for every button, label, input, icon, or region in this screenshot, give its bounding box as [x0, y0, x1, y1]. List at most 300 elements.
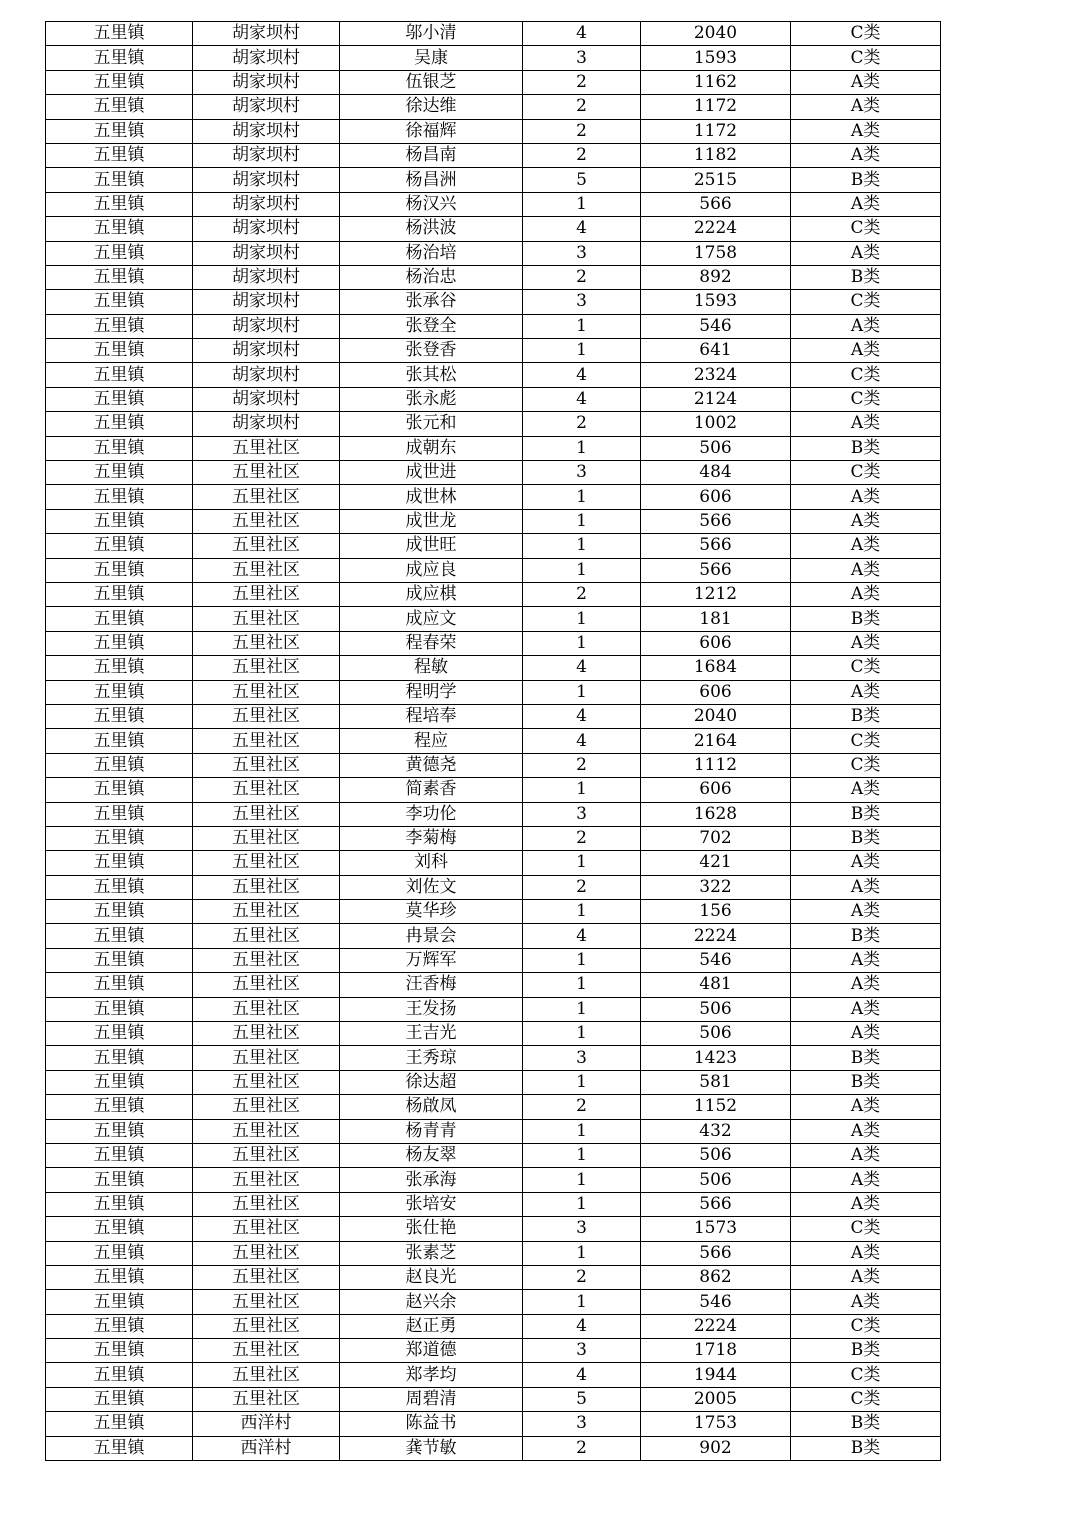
- category-cell: A类: [791, 119, 941, 143]
- town-cell: 五里镇: [46, 217, 193, 241]
- table-row: [46, 314, 941, 338]
- table-row: [46, 1387, 941, 1411]
- village-cell: 五里社区: [193, 704, 340, 728]
- category-cell: B类: [791, 168, 941, 192]
- table-row: [46, 1217, 941, 1241]
- table-row: [46, 168, 941, 192]
- household-size-cell: 1: [523, 339, 641, 363]
- name-cell: 王吉光: [340, 1022, 523, 1046]
- name-cell: 成世旺: [340, 534, 523, 558]
- town-cell: 五里镇: [46, 1290, 193, 1314]
- household-size-cell: 1: [523, 1119, 641, 1143]
- amount-cell: 181: [641, 607, 791, 631]
- town-cell: 五里镇: [46, 631, 193, 655]
- village-cell: 五里社区: [193, 485, 340, 509]
- name-cell: 程应: [340, 729, 523, 753]
- village-cell: 五里社区: [193, 1119, 340, 1143]
- category-cell: A类: [791, 851, 941, 875]
- town-cell: 五里镇: [46, 1436, 193, 1460]
- name-cell: 杨昌南: [340, 143, 523, 167]
- village-cell: 五里社区: [193, 1387, 340, 1411]
- name-cell: 李功伦: [340, 802, 523, 826]
- town-cell: 五里镇: [46, 1022, 193, 1046]
- household-size-cell: 4: [523, 1363, 641, 1387]
- town-cell: 五里镇: [46, 22, 193, 46]
- category-cell: C类: [791, 217, 941, 241]
- name-cell: 简素香: [340, 778, 523, 802]
- category-cell: A类: [791, 1119, 941, 1143]
- category-cell: B类: [791, 924, 941, 948]
- name-cell: 黄德尧: [340, 753, 523, 777]
- amount-cell: 1112: [641, 753, 791, 777]
- village-cell: 胡家坝村: [193, 290, 340, 314]
- village-cell: 胡家坝村: [193, 363, 340, 387]
- household-size-cell: 1: [523, 778, 641, 802]
- household-size-cell: 2: [523, 95, 641, 119]
- household-size-cell: 1: [523, 1290, 641, 1314]
- household-size-cell: 3: [523, 461, 641, 485]
- village-cell: 五里社区: [193, 461, 340, 485]
- name-cell: 郑道德: [340, 1339, 523, 1363]
- category-cell: A类: [791, 192, 941, 216]
- household-size-cell: 3: [523, 241, 641, 265]
- data-table: [45, 21, 941, 1461]
- village-cell: 胡家坝村: [193, 192, 340, 216]
- town-cell: 五里镇: [46, 509, 193, 533]
- name-cell: 赵正勇: [340, 1314, 523, 1338]
- name-cell: 徐达维: [340, 95, 523, 119]
- amount-cell: 641: [641, 339, 791, 363]
- amount-cell: 2164: [641, 729, 791, 753]
- town-cell: 五里镇: [46, 1363, 193, 1387]
- village-cell: 五里社区: [193, 1339, 340, 1363]
- table-body: [46, 22, 941, 1461]
- household-size-cell: 3: [523, 1217, 641, 1241]
- village-cell: 胡家坝村: [193, 168, 340, 192]
- household-size-cell: 4: [523, 729, 641, 753]
- village-cell: 五里社区: [193, 582, 340, 606]
- category-cell: A类: [791, 95, 941, 119]
- village-cell: 五里社区: [193, 753, 340, 777]
- table-row: [46, 1241, 941, 1265]
- category-cell: A类: [791, 339, 941, 363]
- village-cell: 五里社区: [193, 948, 340, 972]
- table-row: [46, 631, 941, 655]
- town-cell: 五里镇: [46, 753, 193, 777]
- town-cell: 五里镇: [46, 778, 193, 802]
- table-row: [46, 1143, 941, 1167]
- household-size-cell: 1: [523, 973, 641, 997]
- name-cell: 张承海: [340, 1168, 523, 1192]
- town-cell: 五里镇: [46, 168, 193, 192]
- household-size-cell: 1: [523, 1192, 641, 1216]
- name-cell: 赵良光: [340, 1265, 523, 1289]
- amount-cell: 2040: [641, 704, 791, 728]
- table-row: [46, 1070, 941, 1094]
- household-size-cell: 1: [523, 509, 641, 533]
- village-cell: 五里社区: [193, 1095, 340, 1119]
- amount-cell: 484: [641, 461, 791, 485]
- town-cell: 五里镇: [46, 900, 193, 924]
- town-cell: 五里镇: [46, 1119, 193, 1143]
- name-cell: 王秀琼: [340, 1046, 523, 1070]
- household-size-cell: 1: [523, 631, 641, 655]
- town-cell: 五里镇: [46, 1412, 193, 1436]
- category-cell: B类: [791, 704, 941, 728]
- amount-cell: 481: [641, 973, 791, 997]
- town-cell: 五里镇: [46, 948, 193, 972]
- village-cell: 胡家坝村: [193, 119, 340, 143]
- category-cell: B类: [791, 802, 941, 826]
- town-cell: 五里镇: [46, 851, 193, 875]
- name-cell: 成应良: [340, 558, 523, 582]
- amount-cell: 2324: [641, 363, 791, 387]
- table-row: [46, 704, 941, 728]
- category-cell: C类: [791, 1217, 941, 1241]
- table-row: [46, 363, 941, 387]
- table-row: [46, 1095, 941, 1119]
- category-cell: A类: [791, 1095, 941, 1119]
- table-row: [46, 1119, 941, 1143]
- category-cell: B类: [791, 607, 941, 631]
- table-row: [46, 875, 941, 899]
- town-cell: 五里镇: [46, 192, 193, 216]
- town-cell: 五里镇: [46, 119, 193, 143]
- amount-cell: 506: [641, 1168, 791, 1192]
- amount-cell: 1182: [641, 143, 791, 167]
- category-cell: C类: [791, 1314, 941, 1338]
- household-size-cell: 1: [523, 192, 641, 216]
- amount-cell: 1593: [641, 290, 791, 314]
- category-cell: C类: [791, 753, 941, 777]
- table-row: [46, 924, 941, 948]
- name-cell: 杨治忠: [340, 265, 523, 289]
- table-row: [46, 656, 941, 680]
- category-cell: C类: [791, 46, 941, 70]
- amount-cell: 1573: [641, 1217, 791, 1241]
- village-cell: 五里社区: [193, 1143, 340, 1167]
- household-size-cell: 2: [523, 119, 641, 143]
- amount-cell: 1172: [641, 119, 791, 143]
- name-cell: 张素芝: [340, 1241, 523, 1265]
- amount-cell: 862: [641, 1265, 791, 1289]
- village-cell: 五里社区: [193, 534, 340, 558]
- name-cell: 汪香梅: [340, 973, 523, 997]
- household-size-cell: 1: [523, 900, 641, 924]
- household-size-cell: 4: [523, 656, 641, 680]
- town-cell: 五里镇: [46, 265, 193, 289]
- town-cell: 五里镇: [46, 241, 193, 265]
- name-cell: 刘科: [340, 851, 523, 875]
- table-row: [46, 973, 941, 997]
- amount-cell: 506: [641, 1022, 791, 1046]
- table-row: [46, 1168, 941, 1192]
- name-cell: 成应棋: [340, 582, 523, 606]
- village-cell: 五里社区: [193, 1363, 340, 1387]
- household-size-cell: 1: [523, 607, 641, 631]
- amount-cell: 421: [641, 851, 791, 875]
- household-size-cell: 1: [523, 485, 641, 509]
- town-cell: 五里镇: [46, 680, 193, 704]
- name-cell: 程培奉: [340, 704, 523, 728]
- town-cell: 五里镇: [46, 1070, 193, 1094]
- name-cell: 张登香: [340, 339, 523, 363]
- village-cell: 五里社区: [193, 826, 340, 850]
- category-cell: B类: [791, 826, 941, 850]
- household-size-cell: 2: [523, 412, 641, 436]
- town-cell: 五里镇: [46, 1046, 193, 1070]
- category-cell: A类: [791, 70, 941, 94]
- category-cell: B类: [791, 1339, 941, 1363]
- town-cell: 五里镇: [46, 95, 193, 119]
- name-cell: 王发扬: [340, 997, 523, 1021]
- table-row: [46, 339, 941, 363]
- household-size-cell: 3: [523, 1339, 641, 1363]
- amount-cell: 1718: [641, 1339, 791, 1363]
- amount-cell: 506: [641, 436, 791, 460]
- name-cell: 张永彪: [340, 387, 523, 411]
- amount-cell: 546: [641, 948, 791, 972]
- household-size-cell: 1: [523, 851, 641, 875]
- category-cell: C类: [791, 1363, 941, 1387]
- town-cell: 五里镇: [46, 1192, 193, 1216]
- town-cell: 五里镇: [46, 1339, 193, 1363]
- village-cell: 五里社区: [193, 997, 340, 1021]
- town-cell: 五里镇: [46, 534, 193, 558]
- village-cell: 五里社区: [193, 1192, 340, 1216]
- name-cell: 吴康: [340, 46, 523, 70]
- table-row: [46, 22, 941, 46]
- town-cell: 五里镇: [46, 875, 193, 899]
- town-cell: 五里镇: [46, 1265, 193, 1289]
- town-cell: 五里镇: [46, 704, 193, 728]
- amount-cell: 1684: [641, 656, 791, 680]
- category-cell: A类: [791, 948, 941, 972]
- town-cell: 五里镇: [46, 607, 193, 631]
- name-cell: 龚节敏: [340, 1436, 523, 1460]
- category-cell: A类: [791, 680, 941, 704]
- village-cell: 五里社区: [193, 1217, 340, 1241]
- town-cell: 五里镇: [46, 1143, 193, 1167]
- name-cell: 邬小清: [340, 22, 523, 46]
- table-row: [46, 558, 941, 582]
- name-cell: 赵兴余: [340, 1290, 523, 1314]
- town-cell: 五里镇: [46, 412, 193, 436]
- household-size-cell: 1: [523, 558, 641, 582]
- amount-cell: 606: [641, 680, 791, 704]
- table-row: [46, 826, 941, 850]
- category-cell: B类: [791, 1412, 941, 1436]
- category-cell: A类: [791, 997, 941, 1021]
- village-cell: 五里社区: [193, 680, 340, 704]
- town-cell: 五里镇: [46, 826, 193, 850]
- village-cell: 五里社区: [193, 558, 340, 582]
- village-cell: 五里社区: [193, 607, 340, 631]
- household-size-cell: 2: [523, 753, 641, 777]
- category-cell: C类: [791, 387, 941, 411]
- amount-cell: 606: [641, 485, 791, 509]
- village-cell: 五里社区: [193, 1290, 340, 1314]
- village-cell: 胡家坝村: [193, 314, 340, 338]
- village-cell: 五里社区: [193, 900, 340, 924]
- name-cell: 程春荣: [340, 631, 523, 655]
- household-size-cell: 5: [523, 1387, 641, 1411]
- table-row: [46, 729, 941, 753]
- category-cell: C类: [791, 290, 941, 314]
- table-row: [46, 1265, 941, 1289]
- amount-cell: 581: [641, 1070, 791, 1094]
- town-cell: 五里镇: [46, 1387, 193, 1411]
- town-cell: 五里镇: [46, 582, 193, 606]
- household-size-cell: 4: [523, 1314, 641, 1338]
- name-cell: 万辉军: [340, 948, 523, 972]
- category-cell: A类: [791, 582, 941, 606]
- household-size-cell: 4: [523, 217, 641, 241]
- amount-cell: 566: [641, 1241, 791, 1265]
- name-cell: 杨汉兴: [340, 192, 523, 216]
- table-row: [46, 1290, 941, 1314]
- village-cell: 五里社区: [193, 1070, 340, 1094]
- amount-cell: 566: [641, 534, 791, 558]
- amount-cell: 1944: [641, 1363, 791, 1387]
- name-cell: 杨治培: [340, 241, 523, 265]
- town-cell: 五里镇: [46, 924, 193, 948]
- category-cell: A类: [791, 412, 941, 436]
- household-size-cell: 2: [523, 265, 641, 289]
- table-row: [46, 509, 941, 533]
- name-cell: 张培安: [340, 1192, 523, 1216]
- table-row: [46, 900, 941, 924]
- name-cell: 郑孝均: [340, 1363, 523, 1387]
- name-cell: 李菊梅: [340, 826, 523, 850]
- amount-cell: 2224: [641, 217, 791, 241]
- town-cell: 五里镇: [46, 729, 193, 753]
- amount-cell: 1162: [641, 70, 791, 94]
- household-size-cell: 2: [523, 1265, 641, 1289]
- amount-cell: 2005: [641, 1387, 791, 1411]
- category-cell: A类: [791, 558, 941, 582]
- household-size-cell: 3: [523, 802, 641, 826]
- table-row: [46, 1339, 941, 1363]
- amount-cell: 2515: [641, 168, 791, 192]
- table-row: [46, 95, 941, 119]
- name-cell: 成世进: [340, 461, 523, 485]
- household-size-cell: 2: [523, 875, 641, 899]
- village-cell: 胡家坝村: [193, 412, 340, 436]
- category-cell: A类: [791, 1143, 941, 1167]
- category-cell: C类: [791, 22, 941, 46]
- town-cell: 五里镇: [46, 1095, 193, 1119]
- table-row: [46, 680, 941, 704]
- amount-cell: 566: [641, 558, 791, 582]
- household-size-cell: 1: [523, 948, 641, 972]
- household-size-cell: 2: [523, 70, 641, 94]
- category-cell: C类: [791, 461, 941, 485]
- amount-cell: 566: [641, 1192, 791, 1216]
- village-cell: 胡家坝村: [193, 95, 340, 119]
- household-size-cell: 3: [523, 1046, 641, 1070]
- amount-cell: 506: [641, 997, 791, 1021]
- name-cell: 莫华珍: [340, 900, 523, 924]
- category-cell: A类: [791, 1265, 941, 1289]
- table-row: [46, 1022, 941, 1046]
- amount-cell: 156: [641, 900, 791, 924]
- category-cell: A类: [791, 875, 941, 899]
- category-cell: A类: [791, 143, 941, 167]
- table-row: [46, 582, 941, 606]
- name-cell: 周碧清: [340, 1387, 523, 1411]
- category-cell: B类: [791, 1046, 941, 1070]
- amount-cell: 1628: [641, 802, 791, 826]
- table-row: [46, 1412, 941, 1436]
- amount-cell: 1152: [641, 1095, 791, 1119]
- amount-cell: 546: [641, 314, 791, 338]
- amount-cell: 606: [641, 631, 791, 655]
- amount-cell: 546: [641, 1290, 791, 1314]
- category-cell: A类: [791, 1241, 941, 1265]
- name-cell: 成朝东: [340, 436, 523, 460]
- category-cell: A类: [791, 534, 941, 558]
- town-cell: 五里镇: [46, 1314, 193, 1338]
- table-row: [46, 436, 941, 460]
- village-cell: 五里社区: [193, 1241, 340, 1265]
- household-size-cell: 1: [523, 1168, 641, 1192]
- household-size-cell: 4: [523, 704, 641, 728]
- household-size-cell: 2: [523, 143, 641, 167]
- village-cell: 胡家坝村: [193, 22, 340, 46]
- amount-cell: 322: [641, 875, 791, 899]
- category-cell: A类: [791, 1168, 941, 1192]
- household-size-cell: 1: [523, 997, 641, 1021]
- household-size-cell: 5: [523, 168, 641, 192]
- table-row: [46, 534, 941, 558]
- village-cell: 胡家坝村: [193, 46, 340, 70]
- table-row: [46, 1192, 941, 1216]
- table-row: [46, 217, 941, 241]
- village-cell: 胡家坝村: [193, 265, 340, 289]
- village-cell: 五里社区: [193, 729, 340, 753]
- town-cell: 五里镇: [46, 339, 193, 363]
- table-row: [46, 778, 941, 802]
- amount-cell: 2224: [641, 924, 791, 948]
- village-cell: 五里社区: [193, 1022, 340, 1046]
- household-size-cell: 1: [523, 680, 641, 704]
- name-cell: 杨青青: [340, 1119, 523, 1143]
- village-cell: 五里社区: [193, 851, 340, 875]
- category-cell: A类: [791, 631, 941, 655]
- village-cell: 胡家坝村: [193, 70, 340, 94]
- amount-cell: 432: [641, 1119, 791, 1143]
- household-size-cell: 1: [523, 314, 641, 338]
- village-cell: 五里社区: [193, 1314, 340, 1338]
- town-cell: 五里镇: [46, 973, 193, 997]
- town-cell: 五里镇: [46, 46, 193, 70]
- household-size-cell: 1: [523, 1143, 641, 1167]
- category-cell: C类: [791, 363, 941, 387]
- name-cell: 徐福辉: [340, 119, 523, 143]
- category-cell: C类: [791, 656, 941, 680]
- village-cell: 胡家坝村: [193, 387, 340, 411]
- village-cell: 五里社区: [193, 1046, 340, 1070]
- village-cell: 五里社区: [193, 802, 340, 826]
- town-cell: 五里镇: [46, 1168, 193, 1192]
- name-cell: 程敏: [340, 656, 523, 680]
- name-cell: 杨洪波: [340, 217, 523, 241]
- name-cell: 张登全: [340, 314, 523, 338]
- name-cell: 张仕艳: [340, 1217, 523, 1241]
- amount-cell: 1423: [641, 1046, 791, 1070]
- village-cell: 五里社区: [193, 778, 340, 802]
